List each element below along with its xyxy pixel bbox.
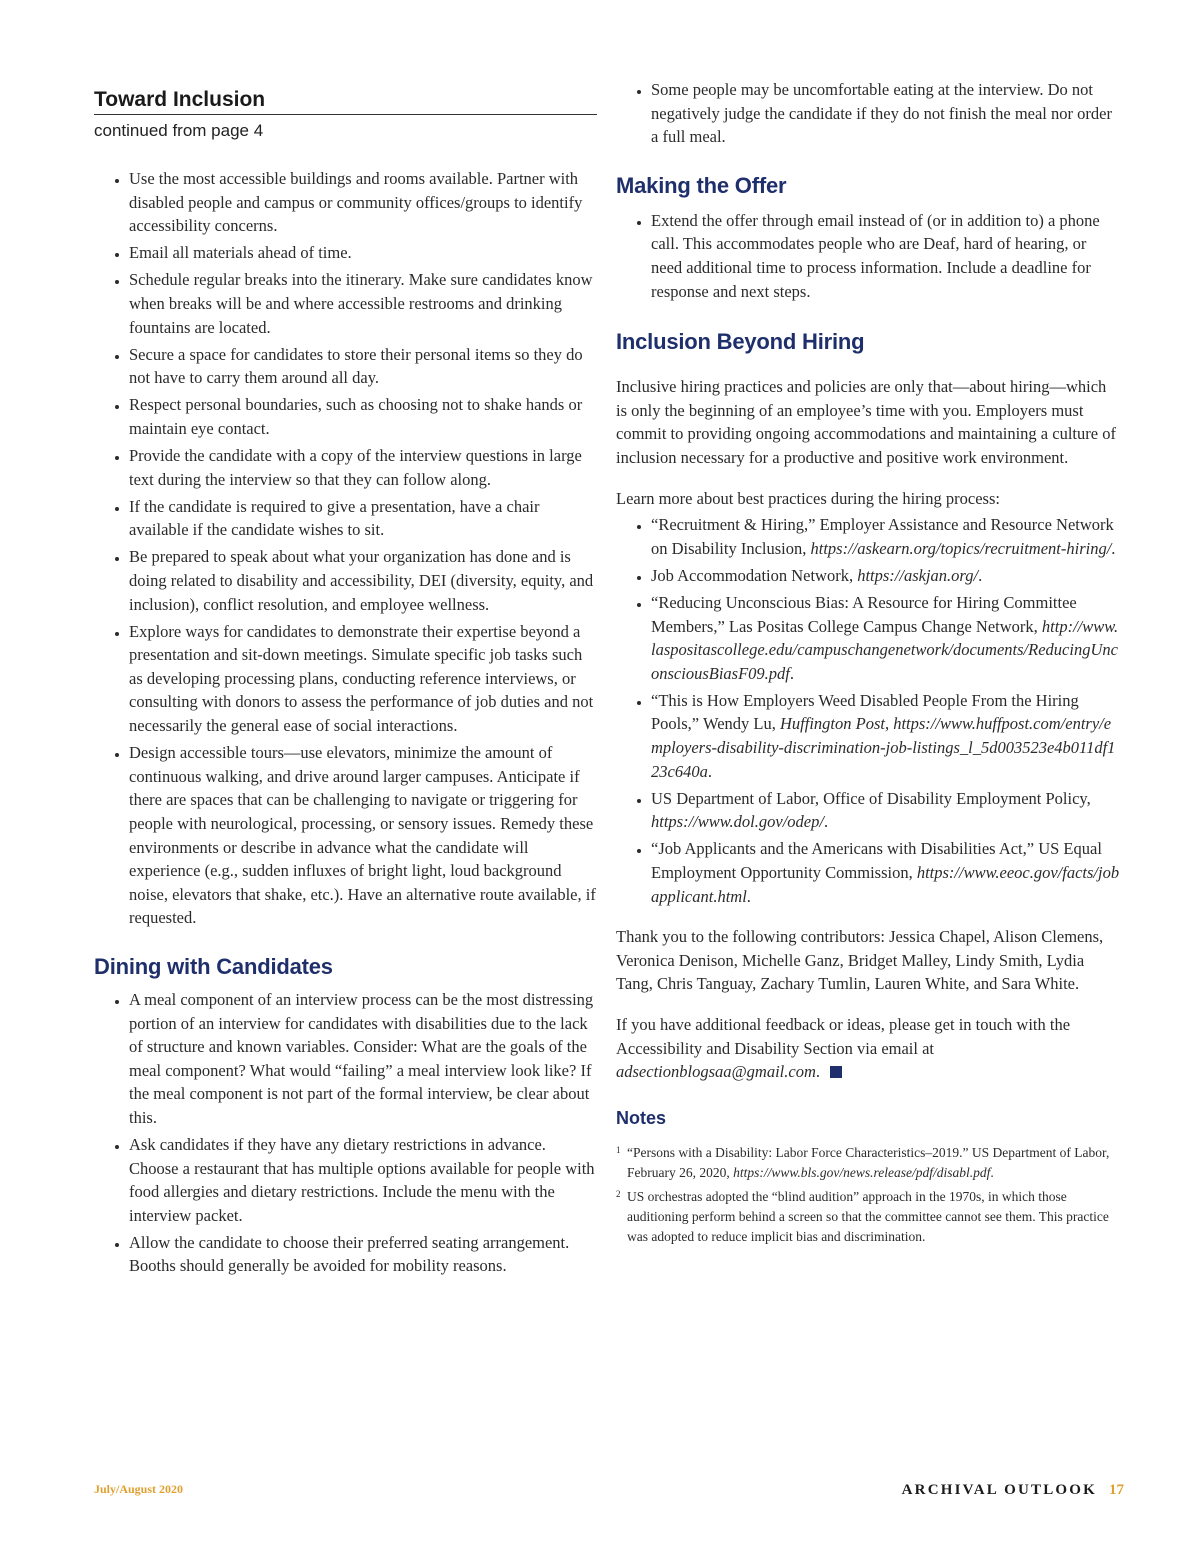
list-item: • Email all materials ahead of time. [129, 241, 597, 265]
section-title-dining: Dining with Candidates [94, 953, 333, 979]
footer-publication: ARCHIVAL OUTLOOK 17 [901, 1482, 1124, 1498]
list-item: • If the candidate is required to give a presentation, have a chair available if the candidate wishes to sit. [129, 495, 597, 542]
footnote: 1 “Persons with a Disability: Labor Force Characteristics–2019.” US Department of Labor, February 26, 2020, https://www.bls.gov/news.release/pdf/disabl.pdf. [616, 1144, 1110, 1180]
inclusion-list [94, 167, 597, 930]
right-column [616, 78, 1120, 1251]
list-item: • Design accessible tours—use elevators, minimize the amount of continuous walking, and drive around larger campuses. Anticipate if there are spaces that can be challenging to navigate or triggering for people with neurological, processing, or sensory issues. Remedy these environments or describe in advance what the candidate will experience (e.g., sudden influxes of bright light, loud background noise, elevators that shake, etc.). Have an alternative route available, if requested. [129, 741, 597, 930]
list-item: • Secure a space for candidates to store their personal items so they do not have to carry them around all day. [129, 343, 597, 390]
footnote: 2 US orchestras adopted the “blind audition” approach in the 1970s, in which those auditioning perform behind a screen so that the committee cannot see them. This practice was adopted to reduce implicit bias and discrimination. [616, 1188, 1109, 1244]
feedback-paragraph: If you have additional feedback or ideas, please get in touch with the Accessibility and Disability Section via email at adsectionblogsaa@gmail.com. [616, 1014, 1071, 1082]
left-column [94, 78, 597, 1282]
beyond-paragraph: Inclusive hiring practices and policies are only that—about hiring—which is only the beginning of an employee’s time with you. Employers must commit to providing ongoing accommodations and maintaining a culture of inclusion necessary for a productive and positive work environment. [616, 377, 1116, 467]
resource-link[interactable]: http://www.laspositascollege.edu/campuschangenetwork/documents/ReducingUnconsciousBiasF09.pdf [651, 616, 1119, 683]
resources-list [616, 513, 1120, 908]
list-item: • Ask candidates if they have any dietary restrictions in advance. Choose a restaurant that has multiple options available for people with food allergies and dietary restrictions. Include the menu with the interview packet. [129, 1133, 597, 1227]
list-item: • Be prepared to speak about what your organization has done and is doing related to disability and accessibility, DEI (diversity, equity, and inclusion), conflict resolution, and employee wellness. [129, 545, 597, 616]
resource-link[interactable]: https://www.huffpost.com/entry/employers-disability-discrimination-job-listings_l_5d003523e4b011df123c640a [651, 714, 1116, 781]
page-number: 17 [1109, 1482, 1124, 1498]
notes-title: Notes [616, 1107, 667, 1128]
list-item: • Extend the offer through email instead of (or in addition to) a phone call. This accommodates people who are Deaf, hard of hearing, or need additional time to process information. Include a deadline for response and next steps. [651, 209, 1120, 303]
resource-item: • US Department of Labor, Office of Disability Employment Policy, https://www.dol.gov/odep/. [651, 787, 1120, 834]
continued-note: continued from page 4 [94, 121, 264, 140]
footer-date: July/August 2020 [94, 1482, 184, 1496]
notes-list [616, 1143, 1120, 1247]
resource-item: • Job Accommodation Network, https://askjan.org/. [651, 564, 1120, 588]
resource-link[interactable]: https://askearn.org/topics/recruitment-hiring/ [810, 538, 1112, 558]
list-item: • Allow the candidate to choose their preferred seating arrangement. Booths should generally be avoided for mobility reasons. [129, 1231, 597, 1278]
resource-item: • “Reducing Unconscious Bias: A Resource for Hiring Committee Members,” Las Positas College Campus Change Network, http://www.laspositascollege.edu/campuschangenetwork/documents/ReducingUnconsciousBiasF09.pdf. [651, 591, 1120, 685]
list-item: • Explore ways for candidates to demonstrate their expertise beyond a presentation and sit-down meetings. Simulate specific job tasks such as developing processing plans, conducting reference interviews, or consulting with donors to assess the performance of job duties and not necessarily the general ease of social interactions. [129, 620, 597, 738]
resource-item: • “This is How Employers Weed Disabled People From the Hiring Pools,” Wendy Lu, Huffington Post, https://www.huffpost.com/entry/employers-disability-discrimination-job-listings_l_5d003523e4b011df123c640a. [651, 689, 1120, 783]
list-item: • Provide the candidate with a copy of the interview questions in large text during the interview so that they can follow along. [129, 444, 597, 491]
learn-more-text: Learn more about best practices during the hiring process: [616, 488, 1000, 508]
list-item: • Schedule regular breaks into the itinerary. Make sure candidates know when breaks will be and where accessible restrooms and drinking fountains are located. [129, 268, 597, 339]
list-item: • Respect personal boundaries, such as choosing not to shake hands or maintain eye contact. [129, 393, 597, 440]
end-mark-icon [830, 1066, 842, 1078]
list-item: • A meal component of an interview process can be the most distressing portion of an interview for candidates with disabilities due to the lack of structure and known variables. Consider: What are the goals of the meal component? What would “failing” a meal interview look like? If the meal component is not part of the formal interview, be clear about this. [129, 988, 597, 1130]
resource-link[interactable]: https://askjan.org/ [857, 565, 979, 585]
list-item: • Some people may be uncomfortable eating at the interview. Do not negatively judge the candidate if they do not finish the meal nor order a full meal. [651, 78, 1120, 149]
dining-list-continued [616, 78, 1120, 149]
footnote-link[interactable]: https://www.bls.gov/news.release/pdf/disabl.pdf [733, 1164, 991, 1180]
resource-item: • “Job Applicants and the Americans with Disabilities Act,” US Equal Employment Opportunity Commission, https://www.eeoc.gov/facts/jobapplicant.html. [651, 837, 1120, 908]
email-link[interactable]: adsectionblogsaa@gmail.com [616, 1062, 816, 1082]
thanks-paragraph: Thank you to the following contributors: Jessica Chapel, Alison Clemens, Veronica Denison, Michelle Ganz, Bridget Malley, Lindy Smith, Lydia Tang, Chris Tanguay, Zachary Tumlin, Lauren White, and Sara White. [616, 927, 1104, 994]
section-title-toward-inclusion: Toward Inclusion [94, 88, 597, 115]
publication-name: Huffington Post [780, 714, 885, 734]
resource-item: • “Recruitment & Hiring,” Employer Assistance and Resource Network on Disability Inclusion, https://askearn.org/topics/recruitment-hiring/. [651, 513, 1120, 560]
section-title-beyond-hiring: Inclusion Beyond Hiring [616, 329, 865, 355]
offer-list [616, 209, 1120, 303]
dining-list [94, 988, 597, 1278]
resource-link[interactable]: https://www.dol.gov/odep/ [651, 812, 824, 832]
resource-link[interactable]: https://www.eeoc.gov/facts/jobapplicant.html [651, 862, 1120, 906]
section-title-making-offer: Making the Offer [616, 172, 787, 198]
list-item: • Use the most accessible buildings and rooms available. Partner with disabled people and campus or community offices/groups to identify accessibility concerns. [129, 167, 597, 238]
